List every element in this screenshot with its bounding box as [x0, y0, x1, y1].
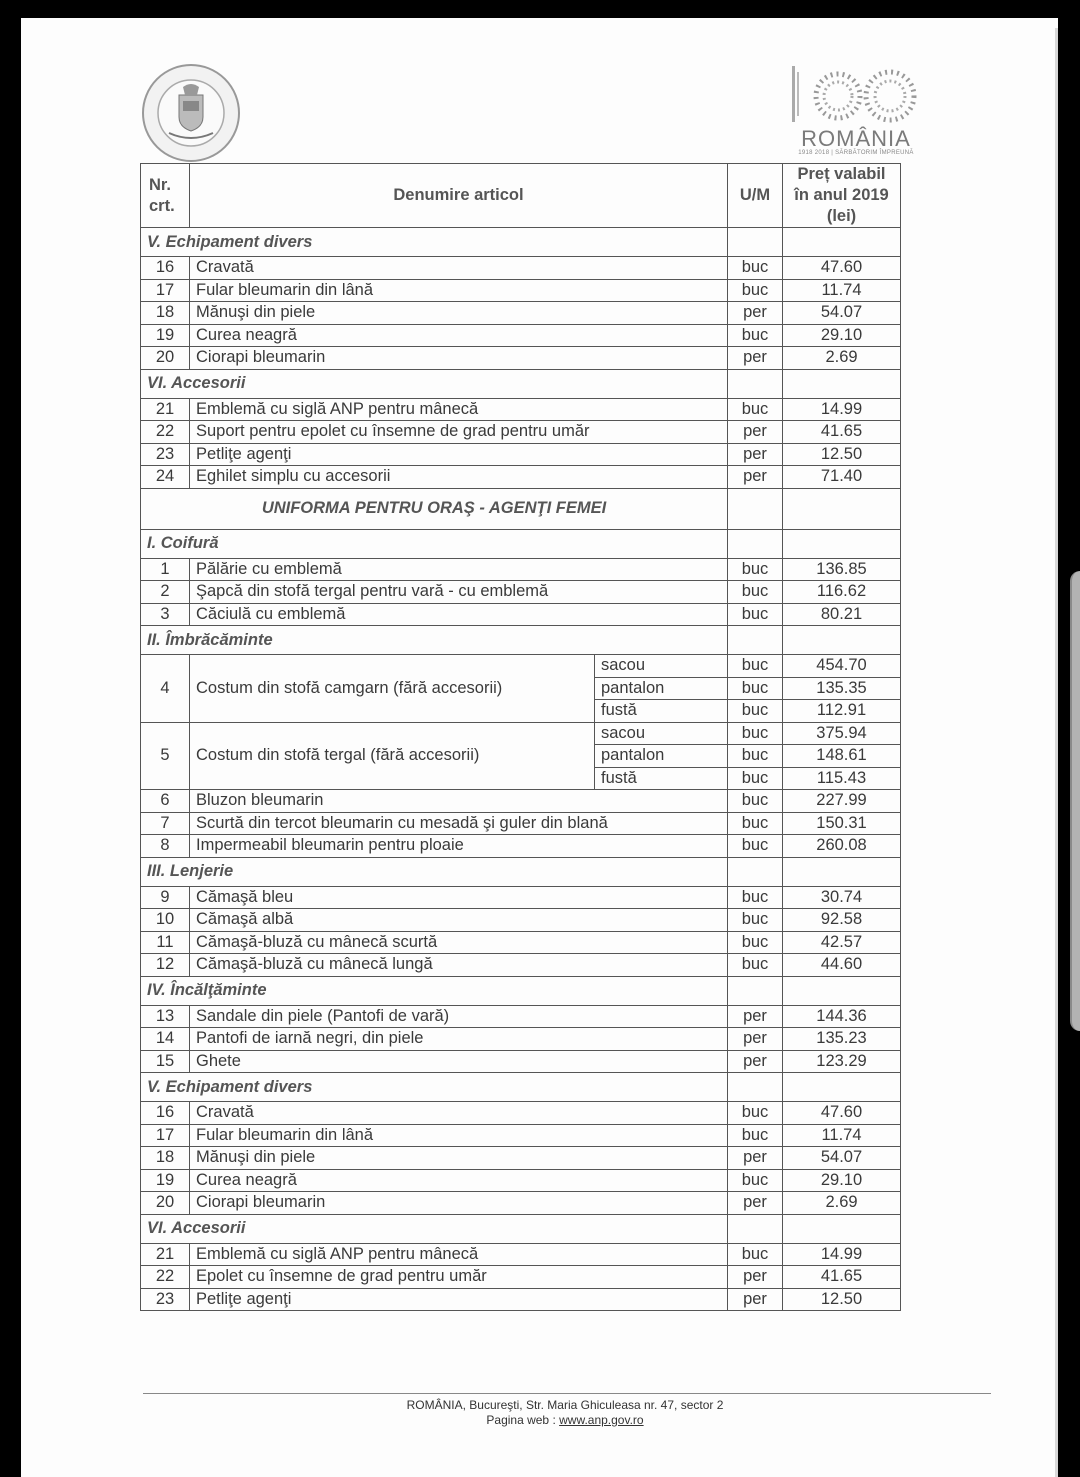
row-price: 116.62	[783, 581, 901, 604]
row-um: buc	[728, 603, 783, 626]
empty-price	[783, 529, 901, 558]
row-nr: 10	[141, 909, 190, 932]
row-price: 54.07	[783, 1147, 901, 1170]
row-price: 115.43	[783, 767, 901, 790]
row-price: 41.65	[783, 421, 901, 444]
row-name: Pălărie cu emblemă	[190, 558, 728, 581]
table-row	[141, 1169, 901, 1192]
suit-part-row	[141, 722, 901, 745]
empty-um	[728, 1214, 783, 1243]
section-row	[141, 1214, 901, 1243]
table-row	[141, 1028, 901, 1051]
table-row	[141, 1243, 901, 1266]
row-name: Suport pentru epolet cu însemne de grad pentru umăr	[190, 421, 728, 444]
row-um: buc	[728, 790, 783, 813]
table-row	[141, 931, 901, 954]
row-nr: 22	[141, 421, 190, 444]
seal-icon	[139, 63, 243, 163]
row-name: Eghilet simplu cu accesorii	[190, 466, 728, 489]
row-um: per	[728, 1288, 783, 1311]
row-price: 41.65	[783, 1266, 901, 1289]
table-row	[141, 1288, 901, 1311]
section-row	[141, 228, 901, 257]
row-name: Costum din stofă tergal (fără accesorii)	[190, 722, 595, 790]
row-um: buc	[728, 835, 783, 858]
table-row	[141, 466, 901, 489]
row-price: 227.99	[783, 790, 901, 813]
table-row	[141, 812, 901, 835]
footer-divider	[143, 1393, 991, 1394]
row-price: 135.35	[783, 677, 901, 700]
footer-web-label: Pagina web :	[486, 1413, 560, 1427]
row-nr: 8	[141, 835, 190, 858]
row-nr: 19	[141, 1169, 190, 1192]
scrollbar[interactable]	[1070, 571, 1080, 1031]
empty-price	[783, 1073, 901, 1102]
row-price: 29.10	[783, 1169, 901, 1192]
row-nr: 9	[141, 886, 190, 909]
row-um: per	[728, 421, 783, 444]
empty-um	[728, 529, 783, 558]
row-name: Pantofi de iarnă negri, din piele	[190, 1028, 728, 1051]
row-nr: 7	[141, 812, 190, 835]
row-um: per	[728, 1050, 783, 1073]
row-um: buc	[728, 398, 783, 421]
table-row	[141, 279, 901, 302]
row-price: 136.85	[783, 558, 901, 581]
table-row	[141, 398, 901, 421]
row-name: Cămaşă-bluză cu mânecă scurtă	[190, 931, 728, 954]
row-price: 148.61	[783, 745, 901, 768]
footer-address: ROMÂNIA, Bucureşti, Str. Maria Ghiculeasa nr. 47, sector 2	[406, 1398, 724, 1412]
row-nr: 23	[141, 443, 190, 466]
row-price: 2.69	[783, 1192, 901, 1215]
empty-um	[728, 488, 783, 529]
row-nr: 18	[141, 1147, 190, 1170]
row-um: buc	[728, 954, 783, 977]
section-title: VI. Accesorii	[141, 369, 728, 398]
page-edge	[1055, 28, 1058, 1477]
row-um: buc	[728, 909, 783, 932]
row-nr: 1	[141, 558, 190, 581]
table-row	[141, 1050, 901, 1073]
row-price: 11.74	[783, 279, 901, 302]
row-name: Ciorapi bleumarin	[190, 347, 728, 370]
empty-um	[728, 369, 783, 398]
row-name: Cămaşă-bluză cu mânecă lungă	[190, 954, 728, 977]
table-row	[141, 1147, 901, 1170]
row-price: 80.21	[783, 603, 901, 626]
row-price: 47.60	[783, 1102, 901, 1125]
row-price: 14.99	[783, 1243, 901, 1266]
page-footer	[0, 1398, 1080, 1428]
row-nr: 14	[141, 1028, 190, 1051]
row-um: buc	[728, 581, 783, 604]
col-header-name: Denumire articol	[190, 164, 728, 228]
suit-part: sacou	[595, 655, 728, 678]
row-name: Cravată	[190, 257, 728, 280]
row-nr: 4	[141, 655, 190, 723]
logo-tagline: 1918 2018 | SĂRBĂTORIM ÎMPREUNĂ	[798, 150, 914, 156]
row-nr: 19	[141, 324, 190, 347]
table-row	[141, 347, 901, 370]
row-um: buc	[728, 558, 783, 581]
row-price: 14.99	[783, 398, 901, 421]
empty-um	[728, 626, 783, 655]
row-name: Scurtă din tercot bleumarin cu mesadă şi guler din blană	[190, 812, 728, 835]
row-price: 135.23	[783, 1028, 901, 1051]
row-um: per	[728, 443, 783, 466]
row-um: buc	[728, 1124, 783, 1147]
table-row	[141, 1124, 901, 1147]
table-row	[141, 886, 901, 909]
row-price: 47.60	[783, 257, 901, 280]
row-um: per	[728, 1005, 783, 1028]
row-name: Impermeabil bleumarin pentru ploaie	[190, 835, 728, 858]
row-price: 112.91	[783, 700, 901, 723]
row-name: Emblemă cu siglă ANP pentru mânecă	[190, 1243, 728, 1266]
centenary-100-icon	[786, 62, 926, 126]
row-price: 2.69	[783, 347, 901, 370]
empty-um	[728, 857, 783, 886]
empty-price	[783, 857, 901, 886]
table-row	[141, 581, 901, 604]
table-row	[141, 302, 901, 325]
row-nr: 11	[141, 931, 190, 954]
table-row	[141, 1192, 901, 1215]
row-name: Fular bleumarin din lână	[190, 279, 728, 302]
row-nr: 12	[141, 954, 190, 977]
row-um: buc	[728, 257, 783, 280]
row-name: Costum din stofă camgarn (fără accesorii)	[190, 655, 595, 723]
ministry-seal	[139, 63, 243, 163]
table-row	[141, 909, 901, 932]
row-nr: 17	[141, 279, 190, 302]
row-price: 71.40	[783, 466, 901, 489]
suit-part: pantalon	[595, 677, 728, 700]
section-title: III. Lenjerie	[141, 857, 728, 886]
row-name: Căciulă cu emblemă	[190, 603, 728, 626]
row-um: buc	[728, 886, 783, 909]
section-title: II. Îmbrăcăminte	[141, 626, 728, 655]
row-nr: 5	[141, 722, 190, 790]
section-row	[141, 976, 901, 1005]
footer-web-link[interactable]: www.anp.gov.ro	[559, 1413, 644, 1427]
empty-price	[783, 488, 901, 529]
row-price: 123.29	[783, 1050, 901, 1073]
row-price: 260.08	[783, 835, 901, 858]
row-name: Emblemă cu siglă ANP pentru mânecă	[190, 398, 728, 421]
price-table	[140, 163, 901, 1311]
row-um: buc	[728, 677, 783, 700]
row-price: 30.74	[783, 886, 901, 909]
section-row	[141, 529, 901, 558]
empty-um	[728, 976, 783, 1005]
row-price: 150.31	[783, 812, 901, 835]
table-row	[141, 443, 901, 466]
uniform-title-row	[141, 488, 901, 529]
row-nr: 2	[141, 581, 190, 604]
empty-price	[783, 976, 901, 1005]
romania-centenary-logo	[786, 62, 926, 160]
row-nr: 17	[141, 1124, 190, 1147]
row-price: 454.70	[783, 655, 901, 678]
row-um: buc	[728, 700, 783, 723]
row-name: Bluzon bleumarin	[190, 790, 728, 813]
row-name: Epolet cu însemne de grad pentru umăr	[190, 1266, 728, 1289]
section-title: VI. Accesorii	[141, 1214, 728, 1243]
row-um: per	[728, 1192, 783, 1215]
row-nr: 3	[141, 603, 190, 626]
table-row	[141, 1102, 901, 1125]
logo-country: ROMÂNIA	[801, 126, 911, 151]
row-name: Cămaşă albă	[190, 909, 728, 932]
row-nr: 16	[141, 1102, 190, 1125]
row-um: per	[728, 466, 783, 489]
table-row	[141, 603, 901, 626]
row-price: 12.50	[783, 1288, 901, 1311]
row-um: buc	[728, 1243, 783, 1266]
table-row	[141, 835, 901, 858]
section-row	[141, 857, 901, 886]
row-name: Sandale din piele (Pantofi de vară)	[190, 1005, 728, 1028]
empty-price	[783, 1214, 901, 1243]
suit-part-row	[141, 655, 901, 678]
col-header-nr: Nr. crt.	[141, 164, 190, 228]
table-row	[141, 558, 901, 581]
row-name: Fular bleumarin din lână	[190, 1124, 728, 1147]
footer-web	[0, 1413, 1080, 1428]
row-nr: 21	[141, 398, 190, 421]
suit-part: pantalon	[595, 745, 728, 768]
section-row	[141, 1073, 901, 1102]
row-nr: 16	[141, 257, 190, 280]
section-title: V. Echipament divers	[141, 1073, 728, 1102]
row-nr: 20	[141, 347, 190, 370]
table-row	[141, 954, 901, 977]
row-price: 144.36	[783, 1005, 901, 1028]
row-nr: 20	[141, 1192, 190, 1215]
row-name: Mănuşi din piele	[190, 302, 728, 325]
row-price: 44.60	[783, 954, 901, 977]
row-name: Curea neagră	[190, 1169, 728, 1192]
row-nr: 21	[141, 1243, 190, 1266]
row-name: Petliţe agenţi	[190, 443, 728, 466]
table-row	[141, 1005, 901, 1028]
row-name: Cămaşă bleu	[190, 886, 728, 909]
row-name: Curea neagră	[190, 324, 728, 347]
row-um: buc	[728, 1102, 783, 1125]
row-price: 11.74	[783, 1124, 901, 1147]
row-nr: 18	[141, 302, 190, 325]
table-row	[141, 257, 901, 280]
row-nr: 6	[141, 790, 190, 813]
row-um: per	[728, 1028, 783, 1051]
table-row	[141, 324, 901, 347]
row-name: Cravată	[190, 1102, 728, 1125]
table-header-row	[141, 164, 901, 228]
row-um: buc	[728, 745, 783, 768]
row-name: Petliţe agenţi	[190, 1288, 728, 1311]
section-title: IV. Încălţăminte	[141, 976, 728, 1005]
row-um: buc	[728, 655, 783, 678]
empty-price	[783, 369, 901, 398]
row-nr: 24	[141, 466, 190, 489]
row-um: buc	[728, 767, 783, 790]
row-price: 375.94	[783, 722, 901, 745]
row-name: Ghete	[190, 1050, 728, 1073]
table-row	[141, 1266, 901, 1289]
col-header-um: U/M	[728, 164, 783, 228]
row-nr: 15	[141, 1050, 190, 1073]
section-row	[141, 369, 901, 398]
section-title: V. Echipament divers	[141, 228, 728, 257]
row-nr: 22	[141, 1266, 190, 1289]
row-um: per	[728, 1266, 783, 1289]
row-name: Ciorapi bleumarin	[190, 1192, 728, 1215]
section-title: I. Coifură	[141, 529, 728, 558]
empty-price	[783, 228, 901, 257]
row-um: buc	[728, 722, 783, 745]
row-um: per	[728, 347, 783, 370]
row-um: buc	[728, 1169, 783, 1192]
row-um: buc	[728, 324, 783, 347]
row-price: 92.58	[783, 909, 901, 932]
row-price: 54.07	[783, 302, 901, 325]
section-row	[141, 626, 901, 655]
suit-part: fustă	[595, 767, 728, 790]
row-nr: 23	[141, 1288, 190, 1311]
empty-price	[783, 626, 901, 655]
suit-part: sacou	[595, 722, 728, 745]
row-name: Mănuşi din piele	[190, 1147, 728, 1170]
row-um: per	[728, 302, 783, 325]
row-um: buc	[728, 931, 783, 954]
table-row	[141, 790, 901, 813]
row-name: Şapcă din stofă tergal pentru vară - cu emblemă	[190, 581, 728, 604]
row-price: 12.50	[783, 443, 901, 466]
col-header-price: Preț valabil în anul 2019 (lei)	[783, 164, 901, 228]
row-price: 29.10	[783, 324, 901, 347]
row-um: buc	[728, 812, 783, 835]
table-row	[141, 421, 901, 444]
row-nr: 13	[141, 1005, 190, 1028]
row-um: buc	[728, 279, 783, 302]
empty-um	[728, 228, 783, 257]
empty-um	[728, 1073, 783, 1102]
row-um: per	[728, 1147, 783, 1170]
row-price: 42.57	[783, 931, 901, 954]
uniform-title: UNIFORMA PENTRU ORAŞ - AGENŢI FEMEI	[141, 488, 728, 529]
suit-part: fustă	[595, 700, 728, 723]
